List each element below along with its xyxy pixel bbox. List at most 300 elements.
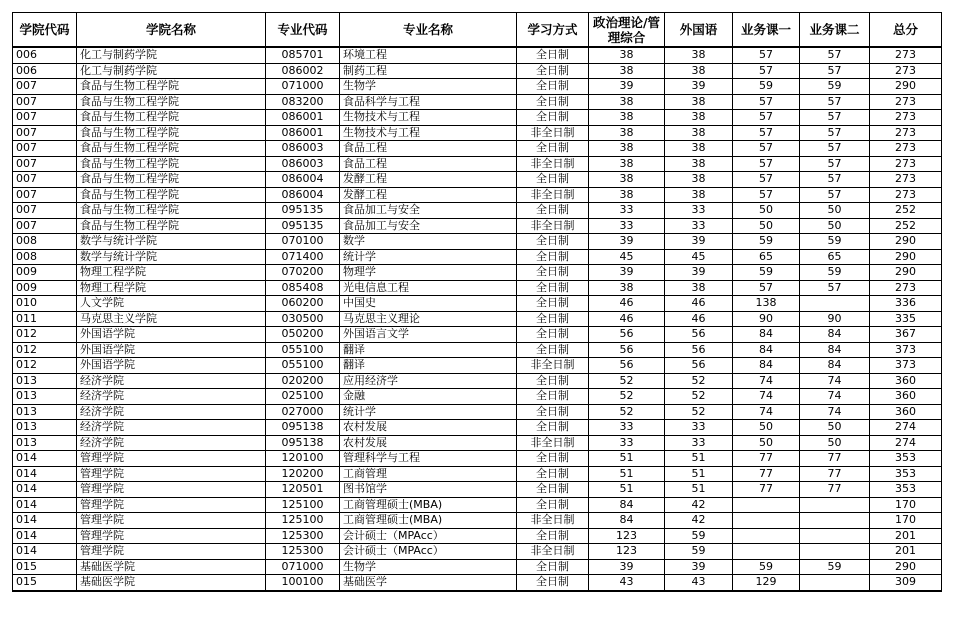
table-row [13,110,942,126]
major-code-cell: 125100 [266,513,340,529]
foreign-language-score-cell: 38 [665,172,733,188]
foreign-language-score-cell: 38 [665,156,733,172]
study-mode-cell: 全日制 [517,327,589,343]
table-row [13,575,942,591]
foreign-language-score-cell: 39 [665,265,733,281]
foreign-language-score-cell: 38 [665,47,733,63]
politics-score-cell: 56 [589,358,665,374]
college-name-cell: 食品与生物工程学院 [77,187,266,203]
subject-two-score-cell: 57 [800,172,870,188]
college-code-cell: 014 [13,497,77,513]
major-code-cell: 060200 [266,296,340,312]
subject-one-score-cell: 90 [733,311,800,327]
major-name-cell: 工商管理 [340,466,517,482]
subject-two-header: 业务课二 [800,13,870,48]
foreign-language-score-cell: 33 [665,420,733,436]
college-name-cell: 食品与生物工程学院 [77,141,266,157]
total-score-header: 总分 [870,13,942,48]
major-name-cell: 翻译 [340,342,517,358]
table-row [13,203,942,219]
total-score-cell: 353 [870,466,942,482]
major-name-cell: 图书馆学 [340,482,517,498]
study-mode-cell: 非全日制 [517,156,589,172]
politics-score-cell: 84 [589,513,665,529]
college-name-cell: 基础医学院 [77,559,266,575]
major-name-cell: 工商管理硕士(MBA) [340,497,517,513]
study-mode-cell: 全日制 [517,249,589,265]
college-name-cell: 管理学院 [77,451,266,467]
subject-two-score-cell: 77 [800,482,870,498]
subject-one-score-cell: 57 [733,280,800,296]
college-name-cell: 管理学院 [77,466,266,482]
foreign-language-score-cell: 43 [665,575,733,591]
politics-score-cell: 38 [589,280,665,296]
college-code-cell: 009 [13,265,77,281]
major-name-cell: 翻译 [340,358,517,374]
major-name-cell: 会计硕士（MPAcc） [340,544,517,560]
major-code-cell: 125300 [266,528,340,544]
study-mode-cell: 全日制 [517,466,589,482]
major-name-cell: 外国语言文学 [340,327,517,343]
foreign-language-score-cell: 52 [665,373,733,389]
politics-score-cell: 39 [589,79,665,95]
subject-two-score-cell: 59 [800,234,870,250]
total-score-cell: 290 [870,234,942,250]
subject-one-score-cell: 74 [733,373,800,389]
total-score-cell: 170 [870,497,942,513]
table-row [13,420,942,436]
study-mode-cell: 非全日制 [517,218,589,234]
subject-one-score-cell: 59 [733,559,800,575]
study-mode-cell: 全日制 [517,141,589,157]
total-score-cell: 273 [870,141,942,157]
subject-two-score-cell: 57 [800,280,870,296]
subject-two-score-cell [800,497,870,513]
study-mode-cell: 全日制 [517,296,589,312]
college-name-cell: 数学与统计学院 [77,249,266,265]
college-name-cell: 食品与生物工程学院 [77,218,266,234]
subject-two-score-cell: 57 [800,63,870,79]
total-score-cell: 273 [870,47,942,63]
politics-score-cell: 45 [589,249,665,265]
politics-score-cell: 56 [589,342,665,358]
total-score-cell: 336 [870,296,942,312]
subject-two-score-cell: 59 [800,559,870,575]
subject-two-score-cell: 57 [800,94,870,110]
table-row [13,513,942,529]
study-mode-cell: 全日制 [517,404,589,420]
politics-score-cell: 38 [589,187,665,203]
subject-one-score-cell: 57 [733,47,800,63]
major-name-cell: 食品工程 [340,156,517,172]
total-score-cell: 290 [870,559,942,575]
major-name-cell: 生物学 [340,79,517,95]
major-code-cell: 086003 [266,156,340,172]
table-row [13,342,942,358]
politics-score-cell: 38 [589,110,665,126]
major-name-cell: 应用经济学 [340,373,517,389]
major-code-cell: 120501 [266,482,340,498]
major-code-cell: 070200 [266,265,340,281]
table-row [13,234,942,250]
study-mode-cell: 非全日制 [517,435,589,451]
politics-score-cell: 51 [589,482,665,498]
college-code-cell: 012 [13,327,77,343]
subject-two-score-cell: 57 [800,156,870,172]
table-row [13,327,942,343]
total-score-cell: 290 [870,249,942,265]
college-code-cell: 012 [13,358,77,374]
total-score-cell: 273 [870,110,942,126]
college-code-cell: 007 [13,94,77,110]
college-code-cell: 012 [13,342,77,358]
major-name-cell: 基础医学 [340,575,517,591]
subject-two-score-cell: 50 [800,435,870,451]
major-code-cell: 086001 [266,125,340,141]
major-code-cell: 086003 [266,141,340,157]
subject-two-score-cell: 59 [800,79,870,95]
foreign-language-score-cell: 38 [665,125,733,141]
major-code-cell: 020200 [266,373,340,389]
major-name-cell: 光电信息工程 [340,280,517,296]
politics-score-cell: 39 [589,559,665,575]
table-row [13,265,942,281]
total-score-cell: 335 [870,311,942,327]
major-code-cell: 086002 [266,63,340,79]
total-score-cell: 353 [870,482,942,498]
foreign-language-score-cell: 38 [665,63,733,79]
table-row [13,125,942,141]
major-name-cell: 环境工程 [340,47,517,63]
table-body [13,47,942,591]
foreign-language-score-cell: 38 [665,187,733,203]
college-name-cell: 人文学院 [77,296,266,312]
politics-score-cell: 56 [589,327,665,343]
foreign-language-score-cell: 56 [665,342,733,358]
study-mode-cell: 全日制 [517,94,589,110]
college-code-cell: 007 [13,156,77,172]
major-code-cell: 095138 [266,435,340,451]
table-row [13,389,942,405]
study-mode-cell: 全日制 [517,528,589,544]
subject-one-score-cell [733,497,800,513]
major-code-cell: 100100 [266,575,340,591]
table-row [13,94,942,110]
foreign-language-score-cell: 59 [665,528,733,544]
table-row [13,187,942,203]
college-name-cell: 基础医学院 [77,575,266,591]
total-score-cell: 273 [870,125,942,141]
major-code-cell: 025100 [266,389,340,405]
politics-score-cell: 43 [589,575,665,591]
politics-score-cell: 33 [589,435,665,451]
score-table [12,12,942,592]
foreign-language-score-cell: 38 [665,280,733,296]
politics-score-cell: 123 [589,544,665,560]
total-score-cell: 290 [870,79,942,95]
college-name-cell: 食品与生物工程学院 [77,172,266,188]
college-code-cell: 011 [13,311,77,327]
subject-one-score-cell: 77 [733,451,800,467]
subject-one-score-cell: 57 [733,187,800,203]
major-name-cell: 食品加工与安全 [340,218,517,234]
total-score-cell: 353 [870,451,942,467]
college-code-cell: 014 [13,544,77,560]
table-row [13,528,942,544]
foreign-language-score-cell: 52 [665,404,733,420]
major-code-cell: 055100 [266,358,340,374]
major-code-cell: 083200 [266,94,340,110]
college-code-cell: 009 [13,280,77,296]
college-code-cell: 014 [13,513,77,529]
foreign-language-score-cell: 42 [665,513,733,529]
subject-one-score-cell: 84 [733,342,800,358]
politics-score-cell: 52 [589,389,665,405]
subject-two-score-cell: 84 [800,342,870,358]
foreign-language-score-cell: 51 [665,451,733,467]
subject-one-score-cell: 57 [733,125,800,141]
foreign-language-score-cell: 56 [665,358,733,374]
foreign-language-score-cell: 39 [665,79,733,95]
study-mode-cell: 非全日制 [517,125,589,141]
politics-score-cell: 38 [589,47,665,63]
foreign-language-score-cell: 39 [665,234,733,250]
subject-two-score-cell: 57 [800,187,870,203]
college-code-cell: 007 [13,110,77,126]
subject-one-score-cell [733,513,800,529]
subject-one-score-cell: 57 [733,110,800,126]
table-row [13,156,942,172]
major-name-cell: 会计硕士（MPAcc） [340,528,517,544]
college-code-cell: 010 [13,296,77,312]
subject-one-score-cell: 59 [733,234,800,250]
subject-two-score-cell: 50 [800,420,870,436]
total-score-cell: 360 [870,389,942,405]
foreign-language-score-cell: 38 [665,110,733,126]
subject-two-score-cell [800,575,870,591]
study-mode-cell: 全日制 [517,311,589,327]
study-mode-cell: 全日制 [517,373,589,389]
subject-one-score-cell: 50 [733,435,800,451]
politics-score-cell: 46 [589,296,665,312]
major-name-cell: 制药工程 [340,63,517,79]
table-row [13,249,942,265]
college-name-cell: 外国语学院 [77,342,266,358]
college-code-cell: 013 [13,389,77,405]
college-code-cell: 013 [13,373,77,389]
college-name-cell: 经济学院 [77,420,266,436]
subject-one-score-cell: 138 [733,296,800,312]
total-score-cell: 273 [870,172,942,188]
total-score-cell: 252 [870,203,942,219]
college-code-cell: 007 [13,79,77,95]
subject-two-score-cell: 65 [800,249,870,265]
subject-two-score-cell: 77 [800,466,870,482]
subject-two-score-cell [800,528,870,544]
table-row [13,63,942,79]
table-row [13,311,942,327]
study-mode-header: 学习方式 [517,13,589,48]
subject-two-score-cell: 50 [800,218,870,234]
college-name-header: 学院名称 [77,13,266,48]
politics-score-cell: 51 [589,466,665,482]
major-name-cell: 工商管理硕士(MBA) [340,513,517,529]
major-name-cell: 发酵工程 [340,187,517,203]
college-code-cell: 014 [13,451,77,467]
total-score-cell: 201 [870,544,942,560]
table-row [13,172,942,188]
college-name-cell: 食品与生物工程学院 [77,125,266,141]
subject-one-score-cell: 50 [733,218,800,234]
total-score-cell: 273 [870,94,942,110]
college-name-cell: 经济学院 [77,373,266,389]
politics-score-cell: 84 [589,497,665,513]
politics-score-cell: 39 [589,265,665,281]
subject-one-score-cell: 129 [733,575,800,591]
subject-one-score-cell: 50 [733,420,800,436]
total-score-cell: 373 [870,342,942,358]
college-name-cell: 经济学院 [77,435,266,451]
table-row [13,218,942,234]
major-name-header: 专业名称 [340,13,517,48]
subject-one-score-cell: 65 [733,249,800,265]
major-name-cell: 食品加工与安全 [340,203,517,219]
major-name-cell: 统计学 [340,404,517,420]
subject-one-header: 业务课一 [733,13,800,48]
major-name-cell: 食品工程 [340,141,517,157]
college-code-cell: 007 [13,203,77,219]
subject-one-score-cell: 74 [733,389,800,405]
subject-two-score-cell: 74 [800,389,870,405]
table-row [13,373,942,389]
college-code-cell: 007 [13,125,77,141]
subject-two-score-cell: 57 [800,110,870,126]
table-row [13,466,942,482]
politics-score-cell: 38 [589,125,665,141]
major-code-cell: 095135 [266,203,340,219]
major-code-header: 专业代码 [266,13,340,48]
total-score-cell: 273 [870,280,942,296]
table-row [13,544,942,560]
subject-two-score-cell: 74 [800,373,870,389]
table-row [13,435,942,451]
major-code-cell: 125300 [266,544,340,560]
college-name-cell: 管理学院 [77,497,266,513]
table-row [13,141,942,157]
study-mode-cell: 全日制 [517,482,589,498]
study-mode-cell: 全日制 [517,172,589,188]
table-row [13,451,942,467]
subject-two-score-cell: 57 [800,141,870,157]
foreign-language-score-cell: 33 [665,203,733,219]
total-score-cell: 290 [870,265,942,281]
college-code-cell: 008 [13,249,77,265]
subject-two-score-cell: 77 [800,451,870,467]
header-row [13,13,942,48]
college-code-cell: 014 [13,482,77,498]
major-code-cell: 055100 [266,342,340,358]
subject-one-score-cell: 77 [733,466,800,482]
foreign-language-score-cell: 33 [665,435,733,451]
foreign-language-score-cell: 33 [665,218,733,234]
major-code-cell: 086004 [266,172,340,188]
college-code-cell: 008 [13,234,77,250]
foreign-language-score-cell: 46 [665,311,733,327]
politics-header: 政治理论/管理综合 [589,13,665,48]
study-mode-cell: 全日制 [517,203,589,219]
foreign-language-score-cell: 45 [665,249,733,265]
college-name-cell: 物理工程学院 [77,265,266,281]
foreign-language-score-cell: 46 [665,296,733,312]
study-mode-cell: 全日制 [517,63,589,79]
college-code-cell: 006 [13,63,77,79]
college-code-cell: 014 [13,466,77,482]
college-name-cell: 外国语学院 [77,358,266,374]
college-name-cell: 化工与制药学院 [77,63,266,79]
total-score-cell: 201 [870,528,942,544]
college-name-cell: 经济学院 [77,404,266,420]
total-score-cell: 274 [870,435,942,451]
major-name-cell: 中国史 [340,296,517,312]
college-name-cell: 马克思主义学院 [77,311,266,327]
major-code-cell: 086001 [266,110,340,126]
politics-score-cell: 33 [589,218,665,234]
foreign-language-score-cell: 52 [665,389,733,405]
subject-one-score-cell [733,544,800,560]
table-row [13,47,942,63]
total-score-cell: 309 [870,575,942,591]
major-code-cell: 086004 [266,187,340,203]
table-row [13,497,942,513]
politics-score-cell: 46 [589,311,665,327]
college-code-cell: 007 [13,141,77,157]
study-mode-cell: 全日制 [517,234,589,250]
major-code-cell: 085701 [266,47,340,63]
subject-one-score-cell: 57 [733,156,800,172]
college-name-cell: 管理学院 [77,482,266,498]
study-mode-cell: 非全日制 [517,544,589,560]
major-code-cell: 071400 [266,249,340,265]
foreign-language-score-cell: 56 [665,327,733,343]
major-name-cell: 管理科学与工程 [340,451,517,467]
major-name-cell: 数学 [340,234,517,250]
subject-one-score-cell: 57 [733,172,800,188]
college-name-cell: 食品与生物工程学院 [77,156,266,172]
politics-score-cell: 38 [589,141,665,157]
college-code-cell: 007 [13,172,77,188]
study-mode-cell: 全日制 [517,47,589,63]
major-code-cell: 027000 [266,404,340,420]
study-mode-cell: 全日制 [517,265,589,281]
major-name-cell: 生物技术与工程 [340,125,517,141]
subject-two-score-cell: 59 [800,265,870,281]
subject-two-score-cell: 74 [800,404,870,420]
college-code-cell: 015 [13,575,77,591]
foreign-language-score-cell: 51 [665,466,733,482]
study-mode-cell: 全日制 [517,451,589,467]
study-mode-cell: 全日制 [517,559,589,575]
subject-one-score-cell: 84 [733,358,800,374]
subject-one-score-cell: 57 [733,63,800,79]
major-name-cell: 统计学 [340,249,517,265]
subject-one-score-cell: 50 [733,203,800,219]
major-code-cell: 125100 [266,497,340,513]
foreign-language-score-cell: 51 [665,482,733,498]
subject-two-score-cell: 84 [800,327,870,343]
subject-two-score-cell: 90 [800,311,870,327]
foreign-language-score-cell: 42 [665,497,733,513]
study-mode-cell: 全日制 [517,389,589,405]
